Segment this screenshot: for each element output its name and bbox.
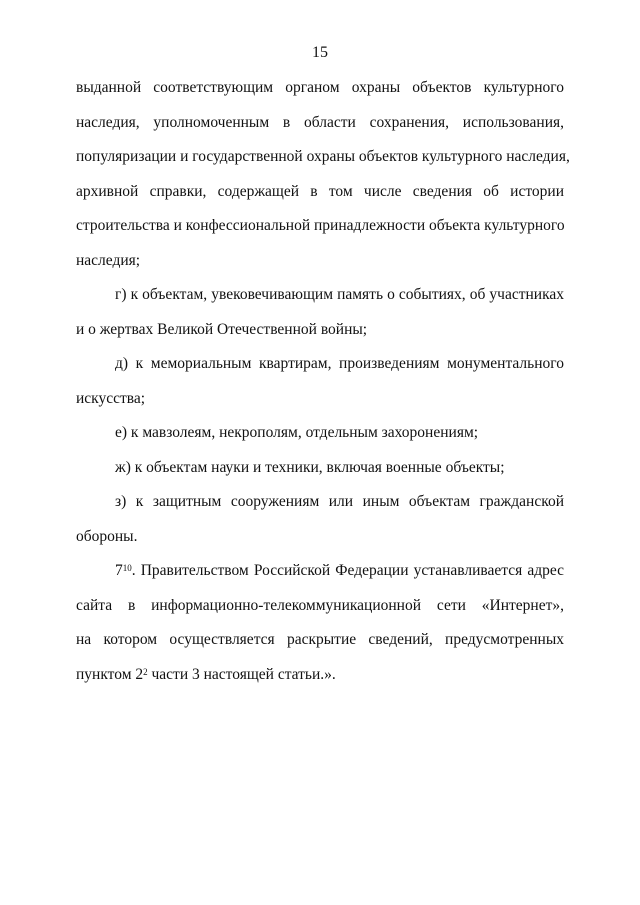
text-line: е) к мавзолеям, некрополям, отдельным захоронениям;	[115, 424, 479, 441]
paragraph	[76, 451, 564, 486]
text-line: г) к объектам, увековечивающим память о событиях, об участниках	[115, 286, 564, 303]
text-line	[76, 658, 564, 693]
paragraph	[76, 278, 564, 347]
superscript: 2	[143, 666, 148, 677]
text-line: наследия;	[76, 251, 141, 269]
text-line: ж) к объектам науки и техники, включая военные объекты;	[115, 458, 505, 476]
text-line: д) к мемориальным квартирам, произведениям монументального	[115, 355, 564, 372]
text-line: выданной соответствующим органом охраны объектов культурного	[76, 79, 564, 96]
paragraph	[76, 71, 570, 278]
text-line	[76, 554, 564, 589]
text-line: сайта в информационно-телекоммуникационной сети «Интернет»,	[76, 596, 564, 614]
text-segment: пунктом 2	[76, 665, 144, 683]
text-line: строительства и конфессиональной принадлежности объекта культурного	[76, 217, 565, 234]
paragraph	[76, 485, 564, 554]
text-segment: 7	[115, 562, 123, 579]
text-segment: части 3 настоящей статьи.».	[147, 665, 336, 683]
superscript: 10	[122, 563, 132, 573]
paragraph	[76, 416, 564, 451]
text-line: з) к защитным сооружениям или иным объектам гражданской	[115, 493, 564, 510]
document-body	[76, 71, 570, 692]
page-number: 15	[312, 44, 328, 61]
text-segment: . Правительством Российской Федерации устанавливается адрес	[131, 562, 564, 579]
text-line: и о жертвах Великой Отечественной войны;	[76, 320, 368, 338]
text-line: наследия, уполномоченным в области сохранения, использования,	[76, 113, 564, 131]
paragraph	[76, 347, 564, 416]
paragraph	[76, 554, 564, 692]
text-line: архивной справки, содержащей в том числе сведения об истории	[76, 182, 564, 200]
text-line: популяризации и государственной охраны объектов культурного наследия,	[76, 148, 570, 165]
text-line: обороны.	[76, 527, 138, 545]
text-line: искусства;	[76, 389, 146, 407]
text-line: на котором осуществляется раскрытие сведений, предусмотренных	[76, 631, 564, 648]
